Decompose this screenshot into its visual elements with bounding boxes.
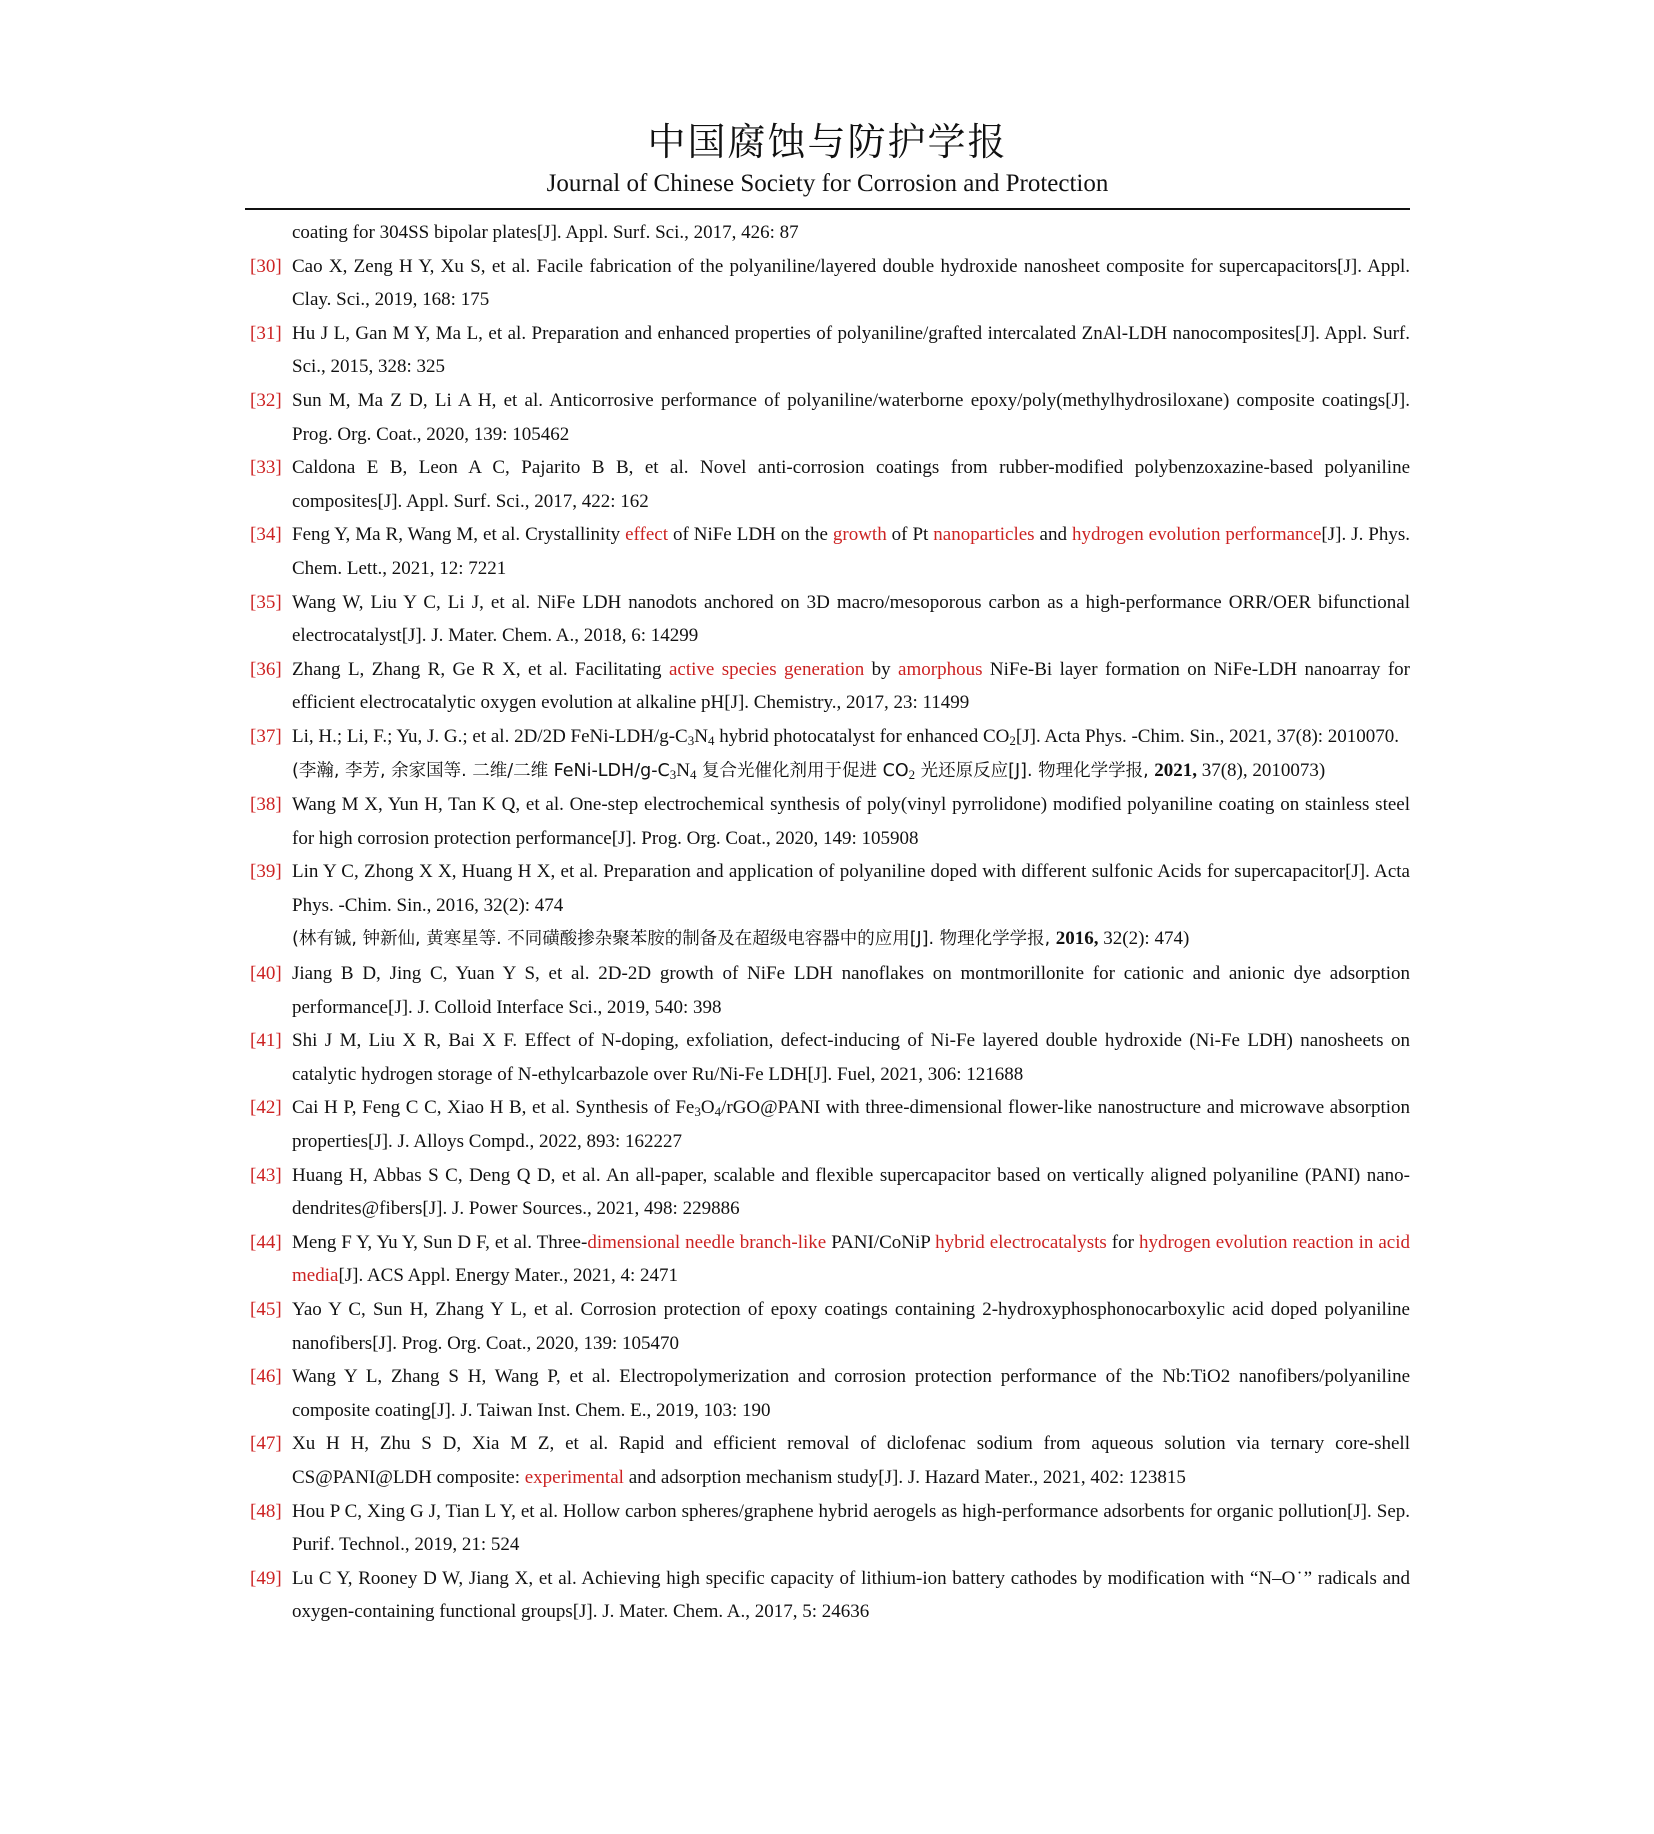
reference-number: [31] <box>250 322 282 344</box>
reference-number: [37] <box>250 725 282 747</box>
reference-number: [43] <box>250 1164 282 1186</box>
highlight-term: nanoparticles <box>933 524 1035 546</box>
reference-text: Yao Y C, Sun H, Zhang Y L, et al. Corrosion protection of epoxy coatings containing 2-hydroxyphosphonocarboxylic acid doped polyaniline nanofibers[J]. Prog. Org. Coat., 2020, 139: 105470 <box>292 1299 1410 1354</box>
reference-text: Shi J M, Liu X R, Bai X F. Effect of N-doping, exfoliation, defect-inducing of Ni-Fe layered double hydroxide (Ni-Fe LDH) nanosheets on catalytic hydrogen storage of N-ethylcarbazole over Ru/Ni-Fe LDH[J]. Fuel, 2021, 306: 121688 <box>292 1030 1410 1085</box>
reference-47 <box>250 1427 1410 1494</box>
reference-34 <box>250 518 1410 585</box>
reference-text: Meng F Y, Yu Y, Sun D F, et al. Three- <box>292 1231 588 1253</box>
reference-text: Hu J L, Gan M Y, Ma L, et al. Preparation and enhanced properties of polyaniline/grafted intercalated ZnAl-LDH nanocomposites[J]. Appl. Surf. Sci., 2015, 328: 325 <box>292 322 1410 378</box>
reference-text: Lin Y C, Zhong X X, Huang H X, et al. Preparation and application of polyaniline doped with different sulfonic Acids for supercapacitor[J]. Acta Phys. -Chim. Sin., 2016, 32(2): 474 <box>292 861 1410 916</box>
reference-text: Xu H H, Zhu S D, Xia M Z, et al. Rapid and efficient removal of diclofenac sodium from aqueous solution via ternary core-shell CS@PANI@LDH composite: <box>292 1433 1410 1488</box>
highlight-term: hybrid electrocatalysts <box>935 1231 1107 1253</box>
reference-48 <box>250 1495 1410 1562</box>
reference-text: hybrid photocatalyst for enhanced CO <box>714 725 1010 747</box>
reference-number: [42] <box>250 1097 282 1119</box>
journal-title-en: Journal of Chinese Society for Corrosion and Protection <box>546 170 1109 197</box>
reference-number: [46] <box>250 1366 282 1388</box>
reference-44 <box>250 1226 1410 1293</box>
reference-text: /rGO@PANI with three-dimensional flower-like nanostructure and microwave absorption properties[J]. J. Alloys Compd., 2022, 893: 162227 <box>292 1097 1411 1153</box>
reference-number: [36] <box>250 658 282 680</box>
reference-number: [30] <box>250 255 282 277</box>
reference-36 <box>250 653 1410 720</box>
reference-text: Huang H, Abbas S C, Deng Q D, et al. An all-paper, scalable and flexible supercapacitor based on vertically aligned polyaniline (PANI) nano-dendrites@fibers[J]. J. Power Sources., 2021, 498: 229886 <box>292 1164 1410 1220</box>
reference-number: [44] <box>250 1231 282 1253</box>
journal-title-cn: 中国腐蚀与防护学报 <box>647 120 1008 164</box>
reference-text: of Pt <box>886 524 934 546</box>
reference-30 <box>250 250 1410 317</box>
reference-number: [33] <box>250 457 282 479</box>
subscript: 2 <box>1009 732 1016 748</box>
subscript: 3 <box>687 732 695 748</box>
reference-number: [49] <box>250 1567 282 1589</box>
reference-31 <box>250 317 1410 384</box>
reference-46 <box>250 1360 1410 1427</box>
reference-number: [48] <box>250 1500 282 1522</box>
reference-text: for <box>1106 1231 1139 1253</box>
reference-list <box>250 216 1410 1629</box>
reference-text: by <box>864 658 899 680</box>
highlight-term: experimental <box>524 1466 624 1488</box>
reference-text: Jiang B D, Jing C, Yuan Y S, et al. 2D-2D growth of NiFe LDH nanoflakes on montmorillonite for cationic and anionic dye adsorption performance[J]. J. Colloid Interface Sci., 2019, 540: 398 <box>292 963 1410 1018</box>
reference-text: PANI/CoNiP <box>826 1231 936 1253</box>
reference-text-cn: 复合光催化剂用于促进 CO <box>696 760 909 781</box>
reference-text-cn: 光还原反应[J]. 物理化学学报, <box>915 760 1155 781</box>
reference-text-cn: N <box>676 759 690 781</box>
reference-text: and adsorption mechanism study[J]. J. Hazard Mater., 2021, 402: 123815 <box>623 1466 1186 1488</box>
highlight-term: dimensional needle branch-like <box>587 1231 827 1253</box>
reference-text: [J]. Acta Phys. -Chim. Sin., 2021, 37(8): 2010070. <box>1015 725 1400 747</box>
header-rule <box>245 208 1410 210</box>
reference-text: N <box>694 725 708 747</box>
reference-text: NiFe-Bi layer formation on NiFe-LDH nanoarray for efficient electrocatalytic oxygen evolution at alkaline pH[J]. Chemistry., 2017, 23: 11499 <box>292 658 1410 714</box>
reference-number: [39] <box>250 861 282 883</box>
reference-45 <box>250 1293 1410 1360</box>
highlight-term: growth <box>832 524 887 546</box>
reference-43 <box>250 1159 1410 1226</box>
reference-text: Cao X, Zeng H Y, Xu S, et al. Facile fabrication of the polyaniline/layered double hydroxide nanosheet composite for supercapacitors[J]. Appl. Clay. Sci., 2019, 168: 175 <box>292 255 1410 311</box>
reference-text: Wang Y L, Zhang S H, Wang P, et al. Electropolymerization and corrosion protection performance of the Nb:TiO2 nanofibers/polyaniline composite coating[J]. J. Taiwan Inst. Chem. E., 2019, 103: 190 <box>292 1366 1410 1421</box>
highlight-term: hydrogen evolution reaction in acid media <box>292 1231 1411 1287</box>
subscript: 2 <box>908 766 916 782</box>
reference-42 <box>250 1091 1410 1158</box>
reference-37 <box>250 720 1410 754</box>
reference-text: of NiFe LDH on the <box>667 524 833 546</box>
reference-49 <box>250 1562 1410 1629</box>
reference-40 <box>250 957 1410 1024</box>
journal-header <box>245 118 1410 200</box>
reference-text: Cai H P, Feng C C, Xiao H B, et al. Synthesis of Fe <box>292 1097 695 1119</box>
reference-39 <box>250 855 1410 922</box>
reference-33 <box>250 451 1410 518</box>
reference-number: [45] <box>250 1299 282 1320</box>
reference-text: Zhang L, Zhang R, Ge R X, et al. Facilitating <box>292 658 669 680</box>
reference-32 <box>250 384 1410 451</box>
reference-continuation: coating for 304SS bipolar plates[J]. Appl. Surf. Sci., 2017, 426: 87 <box>292 222 799 243</box>
reference-number: [34] <box>250 524 282 546</box>
reference-35 <box>250 586 1410 653</box>
reference-38 <box>250 788 1410 855</box>
reference-text: Hou P C, Xing G J, Tian L Y, et al. Hollow carbon spheres/graphene hybrid aerogels as high-performance adsorbents for organic pollution[J]. Sep. Purif. Technol., 2019, 21: 524 <box>292 1500 1410 1556</box>
highlight-term: amorphous <box>898 658 983 680</box>
reference-text: Caldona E B, Leon A C, Pajarito B B, et al. Novel anti-corrosion coatings from rubber-modified polybenzoxazine-based polyaniline composites[J]. Appl. Surf. Sci., 2017, 422: 162 <box>292 457 1410 512</box>
reference-number: [47] <box>250 1433 282 1455</box>
reference-text: Feng Y, Ma R, Wang M, et al. Crystallinity <box>292 524 626 546</box>
reference-text: and <box>1034 524 1072 546</box>
reference-text: O <box>700 1097 715 1119</box>
reference-text: Li, H.; Li, F.; Yu, J. G.; et al. 2D/2D FeNi-LDH/g-C <box>292 725 688 747</box>
highlight-term: active species generation <box>668 658 865 680</box>
reference-number: [38] <box>250 794 282 816</box>
reference-number: [32] <box>250 389 282 411</box>
subscript: 4 <box>714 1104 722 1120</box>
reference-text: Wang W, Liu Y C, Li J, et al. NiFe LDH nanodots anchored on 3D macro/mesoporous carbon as a high-performance ORR/OER bifunctional electrocatalyst[J]. J. Mater. Chem. A., 2018, 6: 14299 <box>292 591 1410 647</box>
highlight-term: hydrogen evolution performance <box>1071 524 1322 546</box>
subscript: 3 <box>669 766 677 782</box>
reference-text: Wang M X, Yun H, Tan K Q, et al. One-step electrochemical synthesis of poly(vinyl pyrrolidone) modified polyaniline coating on stainless steel for high corrosion protection performance[J]. Prog. Org. Coat., 2020, 149: 105908 <box>292 794 1410 849</box>
reference-text-cn: 32(2): 474) <box>1098 928 1190 950</box>
subscript: 4 <box>689 766 697 782</box>
reference-text-cn: 37(8), 2010073) <box>1196 759 1326 781</box>
reference-41 <box>250 1024 1410 1091</box>
reference-text: Sun M, Ma Z D, Li A H, et al. Anticorrosive performance of polyaniline/waterborne epoxy/poly(methylhydrosiloxane) composite coatings[J]. Prog. Org. Coat., 2020, 139: 105462 <box>292 389 1410 445</box>
reference-text: Lu C Y, Rooney D W, Jiang X, et al. Achieving high specific capacity of lithium-ion battery cathodes by modification with “N–O˙” radicals and oxygen-containing functional groups[J]. J. Mater. Chem. A., 2017, 5: 24636 <box>292 1567 1410 1623</box>
reference-year-bold: 2016, <box>1055 928 1099 950</box>
subscript: 3 <box>694 1104 701 1120</box>
reference-number: [40] <box>250 963 282 985</box>
reference-39-chinese <box>250 922 1410 957</box>
reference-text: [J]. J. Phys. Chem. Lett., 2021, 12: 7221 <box>292 524 1411 579</box>
reference-year-bold: 2021, <box>1154 759 1197 781</box>
subscript: 4 <box>707 732 715 748</box>
reference-number: [41] <box>250 1030 282 1052</box>
reference-37-chinese <box>250 754 1410 789</box>
reference-text-cn: (李瀚, 李芳, 余家国等. 二维/二维 FeNi-LDH/g-C <box>292 760 670 781</box>
reference-text-cn: (林有铖, 钟新仙, 黄寒星等. 不同磺酸掺杂聚苯胺的制备及在超级电容器中的应用[J]. 物理化学学报, <box>292 929 1056 950</box>
reference-text: [J]. ACS Appl. Energy Mater., 2021, 4: 2471 <box>338 1265 678 1287</box>
reference-number: [35] <box>250 591 282 613</box>
highlight-term: effect <box>625 524 668 546</box>
